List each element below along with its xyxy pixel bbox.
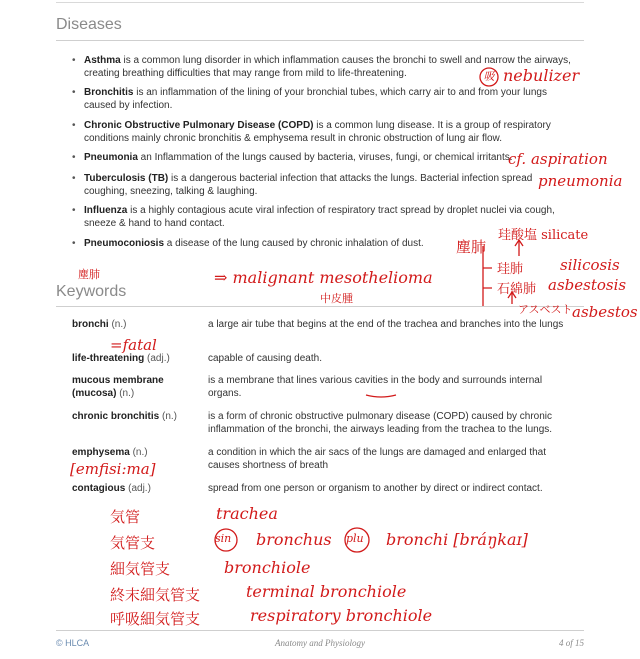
keyword-term-text: emphysema — [72, 447, 130, 458]
annotation-malignant-mesothelioma: ⇒ malignant mesothelioma — [214, 268, 433, 287]
keyword-pos: (n.) — [129, 447, 148, 458]
vocab-jp-respiratory-bronchiole: 呼吸細気管支 — [110, 610, 201, 628]
vocab-en-respiratory-bronchiole: respiratory bronchiole — [250, 606, 433, 625]
disease-desc: is a highly contagious acute viral infection of respiratory tract spread by droplet nuclei via cough, sneeze & hand to hand contact. — [84, 205, 555, 229]
vocab-jp-terminal-bronchiole: 終末細気管支 — [110, 586, 201, 604]
disease-item-tuberculosis — [72, 172, 542, 198]
annotation-nebulizer: nebulizer — [503, 66, 580, 85]
annotation-bronchi-plural: bronchi [bráŋkaɪ] — [386, 530, 528, 549]
disease-item-pneumoconiosis — [72, 237, 572, 250]
annotation-asbestos: asbestos — [572, 303, 638, 321]
keyword-term — [72, 410, 202, 423]
disease-desc: is a common lung disorder in which inflammation causes the bronchi to swell and narrow the airways, creating breathing difficulties that may range from mild to life-threatening. — [84, 55, 571, 79]
page-number: 4 of 15 — [558, 638, 584, 648]
keywords-heading: Keywords — [56, 283, 127, 300]
annotation-silicosis: silicosis — [560, 256, 620, 274]
annotation-keihai: 珪肺 — [497, 262, 524, 277]
disease-item-influenza — [72, 204, 572, 230]
keyword-term-text: contagious — [72, 483, 126, 494]
disease-term: Tuberculosis (TB) — [84, 173, 169, 184]
annotation-plu: plu — [346, 532, 364, 545]
disease-desc: a disease of the lung caused by chronic inhalation of dust. — [164, 238, 424, 249]
disease-term: Pneumoconiosis — [84, 238, 165, 249]
annotation-asbesuto: アスベスト — [518, 303, 573, 316]
footer-copyright: © HLCA — [56, 638, 90, 648]
disease-term: Bronchitis — [84, 87, 134, 98]
keywords-divider — [56, 306, 584, 307]
disease-desc: an Inflammation of the lungs caused by bacteria, viruses, fungi, or chemical irritants. — [137, 152, 513, 163]
top-divider — [56, 2, 584, 3]
annotation-asbestosis: asbestosis — [548, 276, 627, 294]
diseases-divider — [56, 40, 584, 41]
annotation-pneumo-jp: 塵肺 — [78, 268, 100, 281]
keyword-definition: is a form of chronic obstructive pulmonary disease (COPD) caused by chronic inflammation of the bronchi, the airways leading from the trachea to the lungs. — [208, 411, 553, 435]
diseases-heading: Diseases — [56, 16, 122, 33]
vocab-en-bronchiole: bronchiole — [224, 558, 311, 577]
annotation-mesothelioma-jp: 中皮腫 — [320, 292, 353, 305]
disease-item-pneumonia — [72, 151, 514, 164]
keyword-term-text: bronchi — [72, 319, 109, 330]
annotation-jinpai: 塵肺 — [456, 238, 487, 256]
disease-desc: is a dangerous bacterial infection that attacks the lungs. Bacterial infection spread coughing, sneezing, talking & laughing. — [84, 173, 533, 197]
vocab-en-terminal-bronchiole: terminal bronchiole — [246, 582, 407, 601]
vocab-jp-trachea: 気管 — [110, 508, 141, 526]
disease-item-bronchitis — [72, 86, 572, 112]
keyword-term-text: chronic bronchitis — [72, 411, 160, 422]
keyword-definition: a large air tube that begins at the end of the trachea and branches into the lungs — [208, 319, 564, 330]
diseases-list — [72, 54, 572, 255]
vocab-en-bronchus: bronchus — [256, 530, 332, 549]
keyword-term — [72, 482, 202, 495]
keyword-term — [72, 318, 202, 331]
keyword-pos: (n.) — [108, 319, 127, 330]
ink-circle-asthma-label: 吸 — [483, 70, 495, 83]
keyword-pos: (n.) — [159, 411, 178, 422]
keyword-definition: a condition in which the air sacs of the lungs are damaged and enlarged that causes shortness of breath — [208, 447, 546, 471]
keyword-term — [72, 446, 202, 459]
disease-desc: is an inflammation of the lining of your bronchial tubes, which carry air to and from your lungs caused by infection. — [84, 87, 547, 111]
keyword-definition: is a membrane that lines various cavities in the body and surrounds internal organs. — [208, 375, 543, 399]
annotation-fatal: =fatal — [110, 336, 157, 354]
vocab-en-trachea: trachea — [216, 504, 278, 523]
disease-item-copd — [72, 119, 572, 145]
keyword-pos: (n.) — [116, 388, 135, 399]
disease-term: Chronic Obstructive Pulmonary Disease (COPD) — [84, 120, 314, 131]
keyword-definition: spread from one person or organism to another by direct or indirect contact. — [208, 483, 543, 494]
annotation-sekimenhai: 石綿肺 — [497, 282, 537, 297]
annotation-pneumonia: pneumonia — [538, 172, 623, 190]
keyword-pos: (adj.) — [144, 353, 170, 364]
annotation-sin: sin — [215, 532, 232, 545]
disease-term: Influenza — [84, 205, 128, 216]
keyword-term-text: life-threatening — [72, 353, 145, 364]
disease-term: Asthma — [84, 55, 121, 66]
annotation-emphysema-pronunciation: [emfisi:ma] — [70, 460, 156, 478]
disease-desc: is a common lung disease. It is a group of respiratory conditions mainly chronic bronchitis & emphysema result in chronic obstruction of lung air flow. — [84, 120, 551, 144]
annotation-cf-aspiration: cf. aspiration — [508, 150, 608, 168]
vocab-jp-bronchus: 気管支 — [110, 534, 156, 552]
vocab-jp-bronchiole: 細気管支 — [110, 560, 171, 578]
annotation-silicate: 珪酸塩 silicate — [498, 228, 589, 243]
keyword-pos: (adj.) — [125, 483, 151, 494]
footer-title: Anatomy and Physiology — [275, 638, 365, 648]
footer-divider — [56, 630, 584, 631]
keyword-term — [72, 374, 182, 400]
keyword-term-text: mucous membrane (mucosa) — [72, 375, 164, 399]
keyword-definition: capable of causing death. — [208, 353, 322, 364]
disease-term: Pneumonia — [84, 152, 138, 163]
